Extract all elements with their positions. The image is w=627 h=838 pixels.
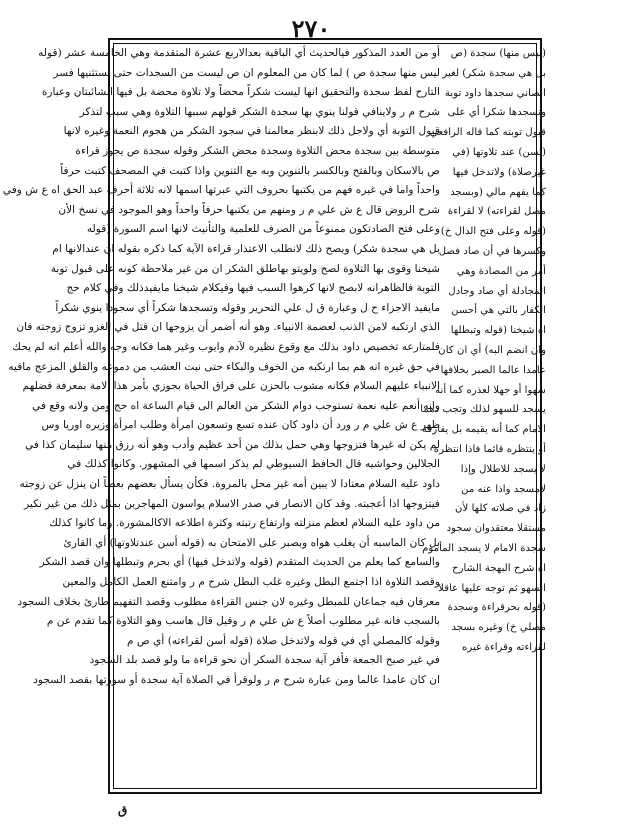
main-line: بالسجب فانه غير مطلوب أصلاً ع ش علي م ر وقيل قال هاسب وهو التلاوة كما تقدم عن م bbox=[46, 615, 440, 628]
side-line: ونسجدها شكرا أي على bbox=[447, 107, 546, 119]
main-line: فيتزوجها اذا أعجبته. وقد كان الانصار في صدر الاسلام يواسون المهاجرين بمثل ذلك من غير نكير bbox=[24, 497, 440, 510]
main-line: في غير صبح الجمعة فأفر آية سجدة السكر أن نحو قراءة ما ولو قصد بلد السجود bbox=[89, 654, 440, 667]
main-line: معرفان فيه جماعان للمبطل وغيره لان جنس القراءة مطلوب وقصد التفهيم طارئ بخلاف السجود bbox=[17, 595, 440, 608]
side-line: لامسجد واذا عنه من bbox=[461, 483, 546, 495]
main-line: وقوله كالمصلي أي في قوله ولاتدخل صلاة (قوله أسن لقراءته) أي ص م bbox=[127, 634, 440, 647]
side-line: قبول توبته كما قاله الرافعي bbox=[429, 127, 546, 139]
side-line: أو ينتظره قائما فاذا انتظره bbox=[433, 443, 546, 455]
main-line: شرح الروض قال ع ش علي م ر ومنهم من يكتبها حرفاً واحداً وهو الموجود في نسخ الأن bbox=[58, 203, 440, 216]
side-line: الامام كما أنه يقيمه بل يفارقه bbox=[422, 424, 546, 436]
main-line: ص بالاسكان وبالفتح وبالكسر بالتنوين وبه مع التنوين واذا كتبت في المصحف كتبت حرفاً bbox=[60, 164, 440, 177]
main-line: واحداً واما في غيره فهم من يكتبها بحروف التي عبرتها اسمها لانه ثلاثة أحرف عبد الحق اه ع ش وفي bbox=[2, 184, 440, 197]
main-line: شيخنا وقوى بها التلاوة لصح ولويتو بهاطلق الشكر ان من غير ملاحظة كونه على قبول توبة bbox=[50, 262, 440, 275]
side-line: الكفار بالتي هي أحسن bbox=[451, 305, 546, 317]
side-line: بل هي سجدة شكر) لغير bbox=[442, 67, 546, 79]
side-line: الصاني سجدها داود توبة bbox=[444, 87, 546, 99]
main-line: من داود عليه السلام لعظم منزلته وارتفاع رتبته وكثرة اطلاعه الاكالمشورة. وما كانوا كذلك bbox=[49, 517, 440, 530]
side-line: المجادلة أي صاد وجادل bbox=[448, 285, 546, 297]
side-line: مصلي خ) وغيره بسجد bbox=[451, 622, 546, 634]
side-line: لقراءته وقراءة غيره bbox=[461, 641, 546, 653]
side-line: (قوله بحرقراءة وسجدة bbox=[447, 602, 546, 614]
main-line: أو من العدد المذكور فيالحديث أي الباقية بعدالاربع عشرة المتقدمة وهي الخامسة عشر (قوله bbox=[38, 47, 440, 59]
main-line: ان كان عامدا عالما ومن عبارة شرح م ر ولوقرأ في الصلاة آية سجدة أو سورتها بقصد السجود bbox=[33, 674, 440, 686]
main-line: ظهر ع ش علي م ر ورد أن داود كان عنده تسع وتسعون امرأة وطلب امرأة وزيره اوريا وس bbox=[41, 419, 440, 432]
margin-matn-text bbox=[420, 44, 550, 790]
side-line: زاد في صلاته كلها لأن bbox=[455, 503, 546, 515]
side-line: لا يسجد للاطلال وإذا bbox=[460, 463, 546, 475]
side-line: (تسن) عند تلاوتها (في bbox=[452, 146, 546, 158]
side-line: (قوله وعلى فتح الدال خ) bbox=[440, 226, 546, 238]
side-line: عامدا عالما الصبر بخلافها bbox=[440, 364, 546, 376]
side-line: مستقلا معتقدوان سجود bbox=[446, 523, 546, 535]
main-line: بل هي سجدة شكر) ويصح ذلك لانطلب الاعتذار قراءة الآية كما ذكره بقوله ان عندالانها ام bbox=[52, 242, 440, 255]
page-signature-mark: ق bbox=[118, 803, 128, 817]
main-line: وعلى فتح الصادتكون ممنوعاً من الصرف للعلمية والتأنيث لانها اسم السورة (قوله bbox=[86, 223, 440, 236]
main-line: بل كان الماسبه أن يغلب هواه وبصبر على الامتحان به (قوله أسن عندتلاوتها) أي القارئ bbox=[63, 536, 440, 549]
main-line: وقصد التلاوة اذا اجتمع البطل وغيره غلب البطل شرح م ر وامتنع العمل الكامل والمعين bbox=[62, 576, 440, 589]
main-line: في حق غيره انه هم بما ارتكبه من الخوف والبكاء حتى نبت العشب من دموعه والقلق المزعج ماقيه bbox=[8, 360, 440, 373]
page-number: ٢٧٠ bbox=[291, 14, 331, 43]
side-line: اه شيخنا (قوله وتبطلها bbox=[450, 325, 546, 337]
side-line: وكسرها في أن صاد فصل bbox=[438, 245, 546, 257]
main-line: والسامع كما يعلم من الحديث المتقدم (قوله ولاتدخل فيها) أي بحرم وتبطلها وان قصد الشكر bbox=[39, 556, 440, 569]
main-commentary-text bbox=[2, 42, 446, 790]
main-line: قبول التوبة أي ولاجل ذلك لابنظر معالمنا في سجود الشكر من هجوم النعمة وغيره لانها bbox=[63, 125, 440, 138]
side-line: غيرصلاة) ولاتدخل فيها bbox=[452, 166, 546, 178]
main-line: الجلالين وحواشيه قال الحافظ السيوطي لم يذكر اسمها في المشهور. وكانوا كذلك في bbox=[67, 458, 440, 471]
main-line: الانبياء عليهم السلام فكانه مشوب بالحزن على فراق الحياة بجوزي بأمر هذا الامة بمعرفة فضلهم bbox=[22, 380, 440, 393]
side-line: يسجد للسهو لذلك وتجب دهما bbox=[420, 404, 546, 416]
side-line: أمر من المصادة وهي bbox=[456, 265, 546, 277]
main-line: متوسطة بين سجدة محض التلاوة وسجدة محض الشكر وقوله سجدة ص يجوز قراءة bbox=[75, 144, 440, 157]
side-line: سهوا أو جهلا لعذره كما أنه bbox=[435, 384, 546, 396]
main-line: شرح م ر ولاينافي قولنا ينوي بها سجدة الشكر قولهم سببها التلاوة وهي سبب لتذكر bbox=[79, 105, 440, 118]
side-line: سجدة الامام لا يسجد المأموم bbox=[422, 542, 546, 554]
main-line: ليس منها سجدة ص ) لما كان من المعلوم ان ص ليست من السجدات حتى يستثنيها فسر bbox=[53, 66, 440, 79]
main-line: لم يكن له غيرها فتزوجها وهي حمل بذلك من أحد عظيم وأدب وهو أنه رزق منها سليمان كذا في bbox=[25, 438, 440, 451]
side-line: وان انضم البه) أي ان كان bbox=[438, 344, 546, 356]
main-line: الذي ارتكبه لامن الذنب لعصمة الانبياء. وهو أنه أضمر أن يزوجها ان قتل في الغزو تزوج زوجته فان bbox=[16, 321, 440, 334]
side-line: السهو ثم توجه عليها عاقلا bbox=[438, 582, 546, 594]
side-line: (ليس منها) سجدة (ص bbox=[450, 48, 546, 59]
main-line: وانه أنعم عليه نعمة تستوجب دوام الشكر من العالم الى قيام الساعة اه حج ومن ولانه وقع في bbox=[32, 399, 440, 412]
main-line: التوبة فالظاهرانه لابصح لانها كرهوا السبب فيها وفيكلام شيخنا مايفيدذلك وفي كلام حج bbox=[66, 282, 440, 295]
side-line: مصل لقراءته) لا لقراءة bbox=[447, 206, 546, 218]
main-line: فلمتارعه تخصيص داود بذلك مع وقوع نظيره لآدم وايوب وغير هما فكانه وجه والله أعلم انه لم يحك bbox=[12, 340, 440, 353]
side-line: اه شرح البهجة الشارح bbox=[452, 562, 546, 574]
main-line: مايفيد الاجزاء ح ل وعبارة ق ل علي التحرير وقوله وتسجدها شكراً أي سجودا ينوي شكراً bbox=[55, 301, 440, 314]
side-line: كما يفهم مالي (وبسجد bbox=[450, 186, 546, 198]
main-line: التارح لفظ سجدة والتحقيق انها ليست شكراً محضاً ولا تلاوة محضة بل فيها الشائبتان وعبارة bbox=[41, 86, 440, 99]
main-line: داود عليه السلام معتادا لا يبين أمه غير محل بالمروة. فكأن يسأل بعضهم بعضاً ان ينزل عن زوجته bbox=[19, 478, 440, 491]
